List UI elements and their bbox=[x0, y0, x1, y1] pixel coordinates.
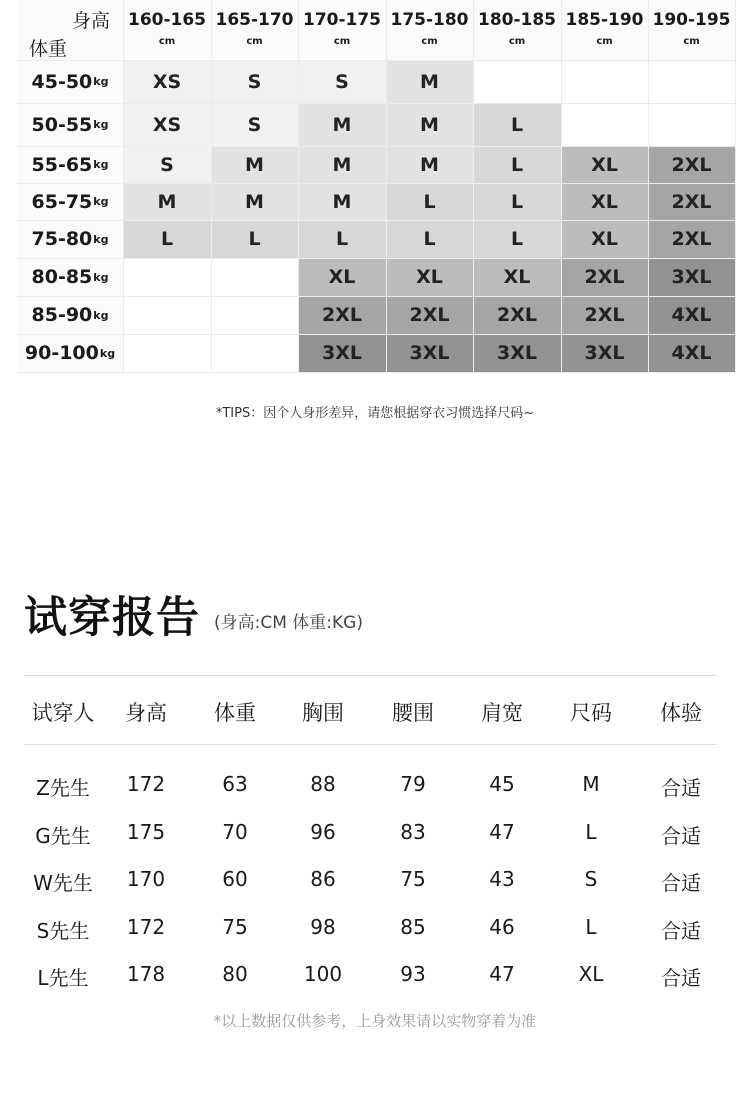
report-cell: M bbox=[582, 772, 600, 796]
size-cell: 2XL bbox=[648, 146, 735, 183]
report-column-header: 尺码 bbox=[570, 701, 612, 725]
report-column-header: 胸围 bbox=[302, 701, 344, 725]
height-range: 180-185 bbox=[477, 10, 557, 30]
weight-range: 65-75 bbox=[31, 190, 93, 213]
corner-weight-label: 体重 bbox=[29, 38, 68, 60]
size-cell: L bbox=[211, 220, 298, 258]
size-cell bbox=[648, 103, 735, 146]
height-range: 165-170 bbox=[215, 10, 294, 30]
weight-unit: kg bbox=[93, 270, 109, 284]
size-cell: 3XL bbox=[648, 258, 735, 296]
height-header bbox=[298, 0, 386, 60]
weight-range: 85-90 bbox=[31, 304, 93, 326]
grid-line bbox=[17, 296, 735, 297]
height-range: 170-175 bbox=[302, 10, 382, 30]
weight-range: 75-80 bbox=[31, 228, 93, 250]
report-column-header: 试穿人 bbox=[31, 701, 95, 725]
report-cell: 43 bbox=[489, 867, 515, 891]
weight-row-label bbox=[17, 146, 123, 183]
size-cell: XS bbox=[123, 103, 211, 146]
size-cell bbox=[211, 334, 298, 372]
size-cell bbox=[123, 258, 211, 296]
weight-row-label bbox=[17, 103, 123, 146]
report-cell: 86 bbox=[310, 867, 336, 891]
size-cell bbox=[211, 258, 298, 296]
size-cell: 2XL bbox=[473, 296, 561, 334]
corner-height-label: 身高 bbox=[72, 10, 111, 32]
size-cell: M bbox=[386, 103, 473, 146]
size-cell bbox=[211, 296, 298, 334]
report-subtitle: (身高:CM 体重:KG) bbox=[214, 613, 363, 633]
height-range: 190-195 bbox=[652, 10, 731, 30]
grid-line bbox=[561, 0, 562, 372]
size-cell: L bbox=[386, 220, 473, 258]
report-cell: 83 bbox=[400, 820, 426, 844]
report-cell: 178 bbox=[126, 962, 166, 986]
size-cell: M bbox=[211, 183, 298, 220]
report-column-header: 腰围 bbox=[392, 701, 434, 725]
weight-unit: kg bbox=[93, 232, 109, 246]
size-cell: 4XL bbox=[648, 334, 735, 372]
report-cell: 79 bbox=[400, 772, 426, 796]
height-unit: cm bbox=[683, 36, 700, 47]
report-cell: 172 bbox=[126, 772, 166, 796]
size-cell: L bbox=[386, 183, 473, 220]
report-cell: 93 bbox=[400, 962, 426, 986]
height-unit: cm bbox=[596, 36, 613, 47]
size-cell: L bbox=[473, 103, 561, 146]
report-cell: 47 bbox=[489, 962, 515, 986]
size-cell bbox=[561, 60, 648, 103]
grid-line bbox=[648, 0, 649, 372]
size-cell: XL bbox=[561, 220, 648, 258]
size-cell bbox=[123, 296, 211, 334]
size-cell: 3XL bbox=[561, 334, 648, 372]
report-cell: G先生 bbox=[35, 824, 91, 848]
report-cell: 88 bbox=[310, 772, 336, 796]
report-column-header: 体重 bbox=[214, 701, 256, 725]
report-cell: S bbox=[584, 867, 598, 891]
size-cell: L bbox=[473, 146, 561, 183]
weight-range: 50-55 bbox=[31, 113, 93, 136]
size-cell: XL bbox=[473, 258, 561, 296]
size-cell: M bbox=[386, 146, 473, 183]
size-cell: M bbox=[298, 103, 386, 146]
size-cell: M bbox=[211, 146, 298, 183]
height-unit: cm bbox=[158, 36, 176, 47]
grid-line bbox=[17, 334, 735, 335]
grid-line bbox=[735, 0, 736, 372]
weight-unit: kg bbox=[99, 346, 116, 360]
height-header bbox=[473, 0, 561, 60]
size-cell: XL bbox=[386, 258, 473, 296]
report-column-header: 身高 bbox=[125, 701, 167, 725]
report-cell: 合适 bbox=[661, 919, 701, 943]
size-cell: 2XL bbox=[298, 296, 386, 334]
height-range: 175-180 bbox=[390, 10, 469, 30]
height-range: 160-165 bbox=[127, 10, 207, 30]
weight-unit: kg bbox=[93, 195, 109, 208]
report-cell: L bbox=[585, 820, 597, 844]
report-cell: Z先生 bbox=[36, 776, 90, 800]
size-cell: L bbox=[473, 183, 561, 220]
report-top-divider bbox=[24, 675, 716, 676]
size-tips: *TIPS：因个人身形差异，请您根据穿衣习惯选择尺码~ bbox=[215, 406, 535, 421]
weight-unit: kg bbox=[93, 118, 109, 131]
size-cell: S bbox=[211, 60, 298, 103]
height-unit: cm bbox=[421, 36, 438, 47]
size-cell bbox=[473, 60, 561, 103]
height-header bbox=[123, 0, 211, 60]
weight-range: 80-85 bbox=[31, 266, 93, 288]
size-cell: 2XL bbox=[648, 220, 735, 258]
weight-range: 90-100 bbox=[24, 342, 99, 364]
grid-line bbox=[473, 0, 474, 372]
report-cell: 80 bbox=[222, 962, 248, 986]
report-cell: 98 bbox=[310, 915, 336, 939]
report-cell: 96 bbox=[310, 820, 336, 844]
report-cell: S先生 bbox=[36, 919, 90, 943]
report-cell: 合适 bbox=[661, 871, 701, 895]
weight-row-label bbox=[17, 220, 123, 258]
height-unit: cm bbox=[333, 36, 351, 47]
report-cell: 175 bbox=[126, 820, 166, 844]
report-cell: 85 bbox=[400, 915, 426, 939]
report-column-header: 肩宽 bbox=[481, 701, 523, 725]
size-cell: XS bbox=[123, 60, 211, 103]
report-cell: 75 bbox=[400, 867, 426, 891]
report-cell: 60 bbox=[222, 867, 248, 891]
report-footnote: *以上数据仅供参考，上身效果请以实物穿着为准 bbox=[213, 1012, 537, 1030]
weight-row-label bbox=[17, 334, 123, 372]
grid-line bbox=[123, 0, 124, 372]
report-cell: 合适 bbox=[661, 776, 701, 800]
grid-line bbox=[17, 372, 735, 373]
report-cell: 70 bbox=[222, 820, 248, 844]
report-cell: 63 bbox=[222, 772, 248, 796]
report-title: 试穿报告 bbox=[24, 593, 200, 643]
height-unit: cm bbox=[508, 36, 526, 47]
size-cell: S bbox=[298, 60, 386, 103]
size-cell: L bbox=[123, 220, 211, 258]
report-cell: 合适 bbox=[661, 824, 701, 848]
height-unit: cm bbox=[246, 36, 263, 47]
height-header bbox=[211, 0, 298, 60]
height-header bbox=[648, 0, 735, 60]
size-cell bbox=[648, 60, 735, 103]
grid-line bbox=[17, 146, 735, 147]
report-cell: XL bbox=[578, 962, 604, 986]
size-cell: 4XL bbox=[648, 296, 735, 334]
weight-unit: kg bbox=[93, 75, 109, 88]
grid-line bbox=[386, 0, 387, 372]
size-cell: XL bbox=[561, 183, 648, 220]
size-cell bbox=[123, 334, 211, 372]
size-cell: 2XL bbox=[561, 296, 648, 334]
weight-row-label bbox=[17, 183, 123, 220]
size-cell: M bbox=[298, 146, 386, 183]
size-cell: 3XL bbox=[298, 334, 386, 372]
grid-line bbox=[17, 183, 735, 184]
size-cell: L bbox=[298, 220, 386, 258]
size-cell: M bbox=[123, 183, 211, 220]
height-header bbox=[386, 0, 473, 60]
weight-unit: kg bbox=[93, 308, 109, 322]
report-cell: 合适 bbox=[661, 966, 701, 990]
size-cell: XL bbox=[298, 258, 386, 296]
size-cell: 2XL bbox=[648, 183, 735, 220]
size-cell: 3XL bbox=[473, 334, 561, 372]
size-chart bbox=[17, 0, 735, 372]
grid-line bbox=[17, 258, 735, 259]
grid-line bbox=[17, 220, 735, 221]
weight-row-label bbox=[17, 258, 123, 296]
weight-row-label bbox=[17, 296, 123, 334]
report-cell: 47 bbox=[489, 820, 515, 844]
report-header-divider bbox=[24, 744, 716, 745]
report-column-header: 体验 bbox=[660, 701, 702, 725]
grid-line bbox=[17, 103, 735, 104]
size-cell: XL bbox=[561, 146, 648, 183]
height-header bbox=[561, 0, 648, 60]
report-cell: 46 bbox=[489, 915, 515, 939]
report-cell: L先生 bbox=[37, 966, 89, 990]
report-cell: 75 bbox=[222, 915, 248, 939]
size-cell: S bbox=[123, 146, 211, 183]
report-cell: 100 bbox=[303, 962, 343, 986]
report-cell: L bbox=[585, 915, 597, 939]
size-cell: L bbox=[473, 220, 561, 258]
report-cell: 45 bbox=[489, 772, 515, 796]
height-range: 185-190 bbox=[565, 10, 644, 30]
size-cell: S bbox=[211, 103, 298, 146]
size-cell: 2XL bbox=[561, 258, 648, 296]
size-cell: 3XL bbox=[386, 334, 473, 372]
grid-line bbox=[298, 0, 299, 372]
weight-unit: kg bbox=[93, 158, 109, 171]
grid-line bbox=[17, 60, 735, 61]
weight-range: 55-65 bbox=[31, 153, 93, 176]
size-cell: 2XL bbox=[386, 296, 473, 334]
report-cell: 172 bbox=[126, 915, 166, 939]
report-cell: 170 bbox=[126, 867, 166, 891]
size-cell bbox=[561, 103, 648, 146]
size-cell: M bbox=[386, 60, 473, 103]
grid-line bbox=[211, 0, 212, 372]
report-cell: W先生 bbox=[33, 871, 93, 895]
weight-row-label bbox=[17, 60, 123, 103]
size-cell: M bbox=[298, 183, 386, 220]
weight-range: 45-50 bbox=[31, 70, 93, 93]
